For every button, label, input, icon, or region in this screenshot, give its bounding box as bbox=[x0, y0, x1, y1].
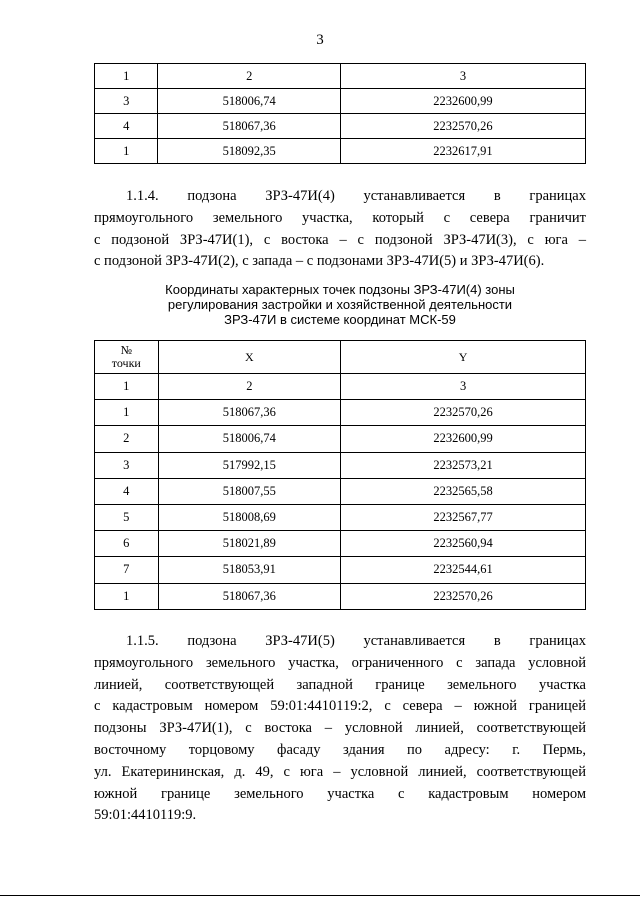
paragraph-line: прямоугольного земельного участка, ограниченного с запада условной bbox=[94, 654, 586, 671]
point-number-cell: 1 bbox=[95, 583, 159, 609]
point-number-cell: 3 bbox=[95, 452, 159, 478]
table-cell: 3 bbox=[340, 64, 585, 89]
y-coordinate-cell: 2232544,61 bbox=[341, 557, 586, 583]
point-number-cell: 7 bbox=[95, 557, 159, 583]
x-coordinate-cell: 518092,35 bbox=[158, 139, 341, 164]
table-index-row bbox=[95, 64, 586, 89]
point-number-cell: 1 bbox=[95, 139, 158, 164]
table-cell: 1 bbox=[95, 374, 159, 400]
table-row bbox=[95, 139, 586, 164]
table-index-row bbox=[95, 374, 586, 400]
y-coordinate-cell: 2232617,91 bbox=[340, 139, 585, 164]
heading-line: ЗРЗ-47И в системе координат МСК-59 bbox=[224, 312, 456, 327]
paragraph-subzone-5 bbox=[94, 631, 586, 827]
x-coordinate-cell: 518067,36 bbox=[158, 400, 341, 426]
paragraph-line: с кадастровым номером 59:01:4410119:2, с севера – южной границей bbox=[94, 698, 586, 715]
paragraph-line: 1.1.4. подзона ЗРЗ-47И(4) устанавливается в границах bbox=[126, 188, 586, 204]
x-coordinate-cell: 518053,91 bbox=[158, 557, 341, 583]
table-row bbox=[95, 557, 586, 583]
paragraph-line: 1.1.5. подзона ЗРЗ-47И(5) устанавливается в границах bbox=[126, 633, 586, 649]
x-coordinate-cell: 518006,74 bbox=[158, 89, 341, 114]
paragraph-line: южной границе земельного участка с кадастровым номером bbox=[94, 785, 586, 802]
table-header-row bbox=[95, 341, 586, 374]
table-cell: 2 bbox=[158, 64, 341, 89]
column-header-x: X bbox=[158, 341, 341, 374]
column-header-point-number: № точки bbox=[95, 341, 159, 374]
table-row bbox=[95, 400, 586, 426]
table-row bbox=[95, 504, 586, 530]
table-row bbox=[95, 426, 586, 452]
x-coordinate-cell: 518021,89 bbox=[158, 531, 341, 557]
table-row bbox=[95, 583, 586, 609]
x-coordinate-cell: 518007,55 bbox=[158, 478, 341, 504]
table-cell: 2 bbox=[158, 374, 341, 400]
paragraph-line: линией, соответствующей западной границе земельного участка bbox=[94, 676, 586, 693]
x-coordinate-cell: 518067,36 bbox=[158, 583, 341, 609]
table-heading bbox=[94, 282, 586, 327]
paragraph-line: подзоны ЗРЗ-47И(1), с востока – условной линией, соответствующей bbox=[94, 720, 586, 737]
table-row bbox=[95, 89, 586, 114]
paragraph-line: с подзоной ЗРЗ-47И(2), с запада – с подзонами ЗРЗ-47И(5) и ЗРЗ-47И(6). bbox=[94, 253, 545, 270]
coordinates-table bbox=[94, 340, 586, 610]
y-coordinate-cell: 2232573,21 bbox=[341, 452, 586, 478]
point-number-cell: 4 bbox=[95, 478, 159, 504]
y-coordinate-cell: 2232570,26 bbox=[340, 114, 585, 139]
x-coordinate-cell: 517992,15 bbox=[158, 452, 341, 478]
y-coordinate-cell: 2232565,58 bbox=[341, 478, 586, 504]
paragraph-line: 59:01:4410119:9. bbox=[94, 807, 197, 824]
paragraph-line: восточному торцовому фасаду здания по адресу: г. Пермь, bbox=[94, 741, 586, 758]
table-row bbox=[95, 452, 586, 478]
point-number-cell: 5 bbox=[95, 504, 159, 530]
point-number-cell: 4 bbox=[95, 114, 158, 139]
paragraph-line: ул. Екатерининская, д. 49, с юга – условной линией, соответствующей bbox=[94, 763, 586, 780]
x-coordinate-cell: 518008,69 bbox=[158, 504, 341, 530]
y-coordinate-cell: 2232567,77 bbox=[341, 504, 586, 530]
paragraph-line: прямоугольного земельного участка, который с севера граничит bbox=[94, 209, 586, 226]
x-coordinate-cell: 518006,74 bbox=[158, 426, 341, 452]
coordinates-table-continued bbox=[94, 63, 586, 164]
point-number-cell: 6 bbox=[95, 531, 159, 557]
scan-edge-divider bbox=[0, 895, 640, 896]
table-row bbox=[95, 114, 586, 139]
table-cell: 1 bbox=[95, 64, 158, 89]
point-number-cell: 3 bbox=[95, 89, 158, 114]
page-number: 3 bbox=[316, 32, 324, 48]
table-row bbox=[95, 531, 586, 557]
point-number-cell: 1 bbox=[95, 400, 159, 426]
column-header-y: Y bbox=[341, 341, 586, 374]
y-coordinate-cell: 2232570,26 bbox=[341, 583, 586, 609]
paragraph-subzone-4 bbox=[94, 186, 586, 273]
table-row bbox=[95, 478, 586, 504]
y-coordinate-cell: 2232570,26 bbox=[341, 400, 586, 426]
y-coordinate-cell: 2232600,99 bbox=[341, 426, 586, 452]
paragraph-line: с подзоной ЗРЗ-47И(1), с востока – с подзоной ЗРЗ-47И(3), с юга – bbox=[94, 231, 586, 248]
y-coordinate-cell: 2232600,99 bbox=[340, 89, 585, 114]
table-cell: 3 bbox=[341, 374, 586, 400]
x-coordinate-cell: 518067,36 bbox=[158, 114, 341, 139]
heading-line: регулирования застройки и хозяйственной деятельности bbox=[167, 297, 513, 312]
y-coordinate-cell: 2232560,94 bbox=[341, 531, 586, 557]
heading-line: Координаты характерных точек подзоны ЗРЗ-47И(4) зоны bbox=[165, 282, 515, 297]
point-number-cell: 2 bbox=[95, 426, 159, 452]
